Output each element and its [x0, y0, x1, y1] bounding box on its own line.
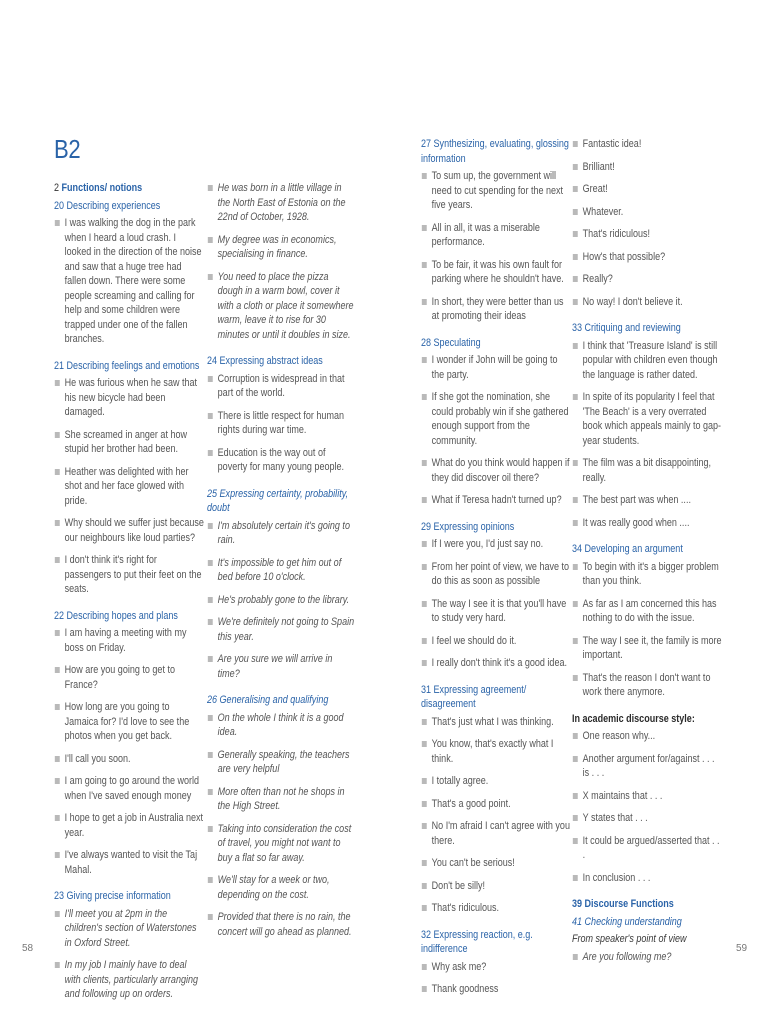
- list-item: It was really good when ....: [572, 516, 722, 531]
- list-item: The way I see it is that you'll have to study very hard.: [421, 597, 571, 626]
- list-item: You need to place the pizza dough in a warm bowl, cover it with a cloth or place it somewhere warm, leave it to rise for 30 minutes or until it doubles in size.: [207, 270, 355, 343]
- list-item: I've always wanted to visit the Taj Mahal.: [54, 848, 204, 877]
- section-title: 34 Developing an argument: [572, 543, 683, 555]
- list-item: The film was a bit disappointing, really.: [572, 456, 722, 485]
- list-item: I am going to go around the world when I've saved enough money: [54, 774, 204, 803]
- page-number-left: 58: [22, 943, 34, 954]
- item-list: [421, 353, 571, 508]
- list-item: That's ridiculous.: [421, 901, 571, 916]
- list-item: Are you following me?: [572, 950, 722, 965]
- list-item: That's ridiculous!: [572, 227, 722, 242]
- list-item: Taking into consideration the cost of travel, you might not want to buy a flat so far away.: [207, 822, 355, 866]
- list-item: I wonder if John will be going to the party.: [421, 353, 571, 382]
- list-item: Are you sure we will arrive in time?: [207, 652, 355, 681]
- item-list: [421, 960, 571, 997]
- column-2: [207, 181, 355, 951]
- list-item: In short, they were better than us at promoting their ideas: [421, 295, 571, 324]
- item-list: [572, 137, 722, 309]
- list-item: I really don't think it's a good idea.: [421, 656, 571, 671]
- list-item: Whatever.: [572, 205, 722, 220]
- list-item: Education is the way out of poverty for many young people.: [207, 446, 355, 475]
- item-list: [54, 626, 204, 877]
- list-item: More often than not he shops in the High Street.: [207, 785, 355, 814]
- list-item: To be fair, it was his own fault for parking where he shouldn't have.: [421, 258, 571, 287]
- list-item: Corruption is widespread in that part of the world.: [207, 372, 355, 401]
- section-subtitle: From speaker's point of view: [572, 933, 687, 945]
- item-list: [421, 715, 571, 916]
- section-title: 20 Describing experiences: [54, 199, 161, 212]
- item-list: [572, 560, 722, 700]
- section-title: 22 Describing hopes and plans: [54, 609, 178, 622]
- list-item: It's impossible to get him out of bed before 10 o'clock.: [207, 556, 355, 585]
- list-item: I hope to get a job in Australia next year.: [54, 811, 204, 840]
- list-item: That's just what I was thinking.: [421, 715, 571, 730]
- functions-label: Functions/ notions: [61, 182, 143, 194]
- list-item: Thank goodness: [421, 982, 571, 997]
- list-item: It could be argued/asserted that . . .: [572, 834, 722, 863]
- list-item: If I were you, I'd just say no.: [421, 537, 571, 552]
- list-item: He's probably gone to the library.: [207, 593, 355, 608]
- list-item: I feel we should do it.: [421, 634, 571, 649]
- list-item: Y states that . . .: [572, 811, 722, 826]
- functions-number: 2: [54, 182, 60, 194]
- item-list: [572, 339, 722, 531]
- item-list: [207, 519, 355, 682]
- section-title: 28 Speculating: [421, 336, 481, 349]
- list-item: How are you going to get to France?: [54, 663, 204, 692]
- list-item: Why ask me?: [421, 960, 571, 975]
- list-item: The best part was when ....: [572, 493, 722, 508]
- list-item: My degree was in economics, specialising in finance.: [207, 233, 355, 262]
- list-item: That's the reason I don't want to work there anymore.: [572, 671, 722, 700]
- item-list: [54, 907, 204, 1002]
- section-title: 41 Checking understanding: [572, 915, 682, 928]
- list-item: Brilliant!: [572, 160, 722, 175]
- list-item: In conclusion . . .: [572, 871, 722, 886]
- item-list: [572, 950, 722, 965]
- list-item: What do you think would happen if they did discover oil there?: [421, 456, 571, 485]
- list-item: I'll meet you at 2pm in the children's section of Waterstones in Oxford Street.: [54, 907, 204, 951]
- list-item: To begin with it's a bigger problem than you think.: [572, 560, 722, 589]
- list-item: He was born in a little village in the North East of Estonia on the 22nd of October, 1928.: [207, 181, 355, 225]
- section-title: 32 Expressing reaction, e.g. indifference: [421, 928, 533, 955]
- list-item: I'm absolutely certain it's going to rain.: [207, 519, 355, 548]
- section-title: 23 Giving precise information: [54, 890, 171, 902]
- list-item: He was furious when he saw that his new bicycle had been damaged.: [54, 376, 204, 420]
- list-item: How long are you going to Jamaica for? I'd love to see the photos when you get back.: [54, 700, 204, 744]
- level-heading: B2: [54, 134, 81, 164]
- item-list: [421, 169, 571, 324]
- item-list: [54, 376, 204, 597]
- academic-label: In academic discourse style:: [572, 712, 695, 725]
- item-list: [54, 216, 204, 347]
- list-item: On the whole I think it is a good idea.: [207, 711, 355, 740]
- list-item: I don't think it's right for passengers to put their feet on the seats.: [54, 553, 204, 597]
- list-item: I think that 'Treasure Island' is still popular with children even though the language is rather dated.: [572, 339, 722, 383]
- list-item: To sum up, the government will need to cut spending for the next five years.: [421, 169, 571, 213]
- list-item: If she got the nomination, she could probably win if she gathered enough support from the community.: [421, 390, 571, 448]
- list-item: Provided that there is no rain, the concert will go ahead as planned.: [207, 910, 355, 939]
- section-title: 27 Synthesizing, evaluating, glossing information: [421, 138, 569, 165]
- list-item: In my job I mainly have to deal with clients, particularly arranging and following up on orders.: [54, 958, 204, 1002]
- list-item: That's a good point.: [421, 797, 571, 812]
- list-item: What if Teresa hadn't turned up?: [421, 493, 571, 508]
- list-item: I totally agree.: [421, 774, 571, 789]
- list-item: I'll call you soon.: [54, 752, 204, 767]
- list-item: Why should we suffer just because our neighbours like loud parties?: [54, 516, 204, 545]
- list-item: Really?: [572, 272, 722, 287]
- column-3: [421, 137, 571, 1009]
- list-item: No way! I don't believe it.: [572, 295, 722, 310]
- section-title: 31 Expressing agreement/ disagreement: [421, 683, 527, 710]
- item-list: [421, 537, 571, 671]
- functions-heading: [54, 181, 204, 196]
- list-item: You know, that's exactly what I think.: [421, 737, 571, 766]
- item-list: [207, 181, 355, 342]
- list-item: One reason why...: [572, 729, 722, 744]
- list-item: All in all, it was a miserable performance.: [421, 221, 571, 250]
- section-title: 21 Describing feelings and emotions: [54, 359, 200, 372]
- list-item: Generally speaking, the teachers are very helpful: [207, 748, 355, 777]
- list-item: I am having a meeting with my boss on Friday.: [54, 626, 204, 655]
- list-item: From her point of view, we have to do this as soon as possible: [421, 560, 571, 589]
- list-item: We'll stay for a week or two, depending on the cost.: [207, 873, 355, 902]
- column-4: [572, 137, 722, 976]
- item-list: [207, 711, 355, 940]
- list-item: You can't be serious!: [421, 856, 571, 871]
- list-item: We're definitely not going to Spain this year.: [207, 615, 355, 644]
- list-item: Great!: [572, 182, 722, 197]
- list-item: Heather was delighted with her shot and her face glowed with pride.: [54, 465, 204, 509]
- list-item: Don't be silly!: [421, 879, 571, 894]
- list-item: There is little respect for human rights during war time.: [207, 409, 355, 438]
- column-1: [54, 181, 204, 1014]
- section-title: 24 Expressing abstract ideas: [207, 355, 323, 367]
- list-item: As far as I am concerned this has nothing to do with the issue.: [572, 597, 722, 626]
- section-title: 39 Discourse Functions: [572, 898, 674, 910]
- list-item: I was walking the dog in the park when I heard a loud crash. I looked in the direction of the noise and saw that a huge tree had fallen down. There were some people screaming and calling for help and some children were trapped under one of the fallen branches.: [54, 216, 204, 347]
- page-number-right: 59: [736, 943, 748, 954]
- section-title: 33 Critiquing and reviewing: [572, 322, 681, 334]
- section-title: 25 Expressing certainty, probability, doubt: [207, 487, 349, 514]
- list-item: Another argument for/against . . . is . . .: [572, 752, 722, 781]
- list-item: In spite of its popularity I feel that 'The Beach' is a very overrated book which appeals mainly to gap-year students.: [572, 390, 722, 448]
- list-item: She screamed in anger at how stupid her brother had been.: [54, 428, 204, 457]
- list-item: No I'm afraid I can't agree with you there.: [421, 819, 571, 848]
- item-list: [572, 729, 722, 885]
- section-title: 29 Expressing opinions: [421, 520, 515, 533]
- list-item: Fantastic idea!: [572, 137, 722, 152]
- list-item: The way I see it, the family is more important.: [572, 634, 722, 663]
- list-item: X maintains that . . .: [572, 789, 722, 804]
- section-title: 26 Generalising and qualifying: [207, 694, 329, 706]
- item-list: [207, 372, 355, 475]
- list-item: How's that possible?: [572, 250, 722, 265]
